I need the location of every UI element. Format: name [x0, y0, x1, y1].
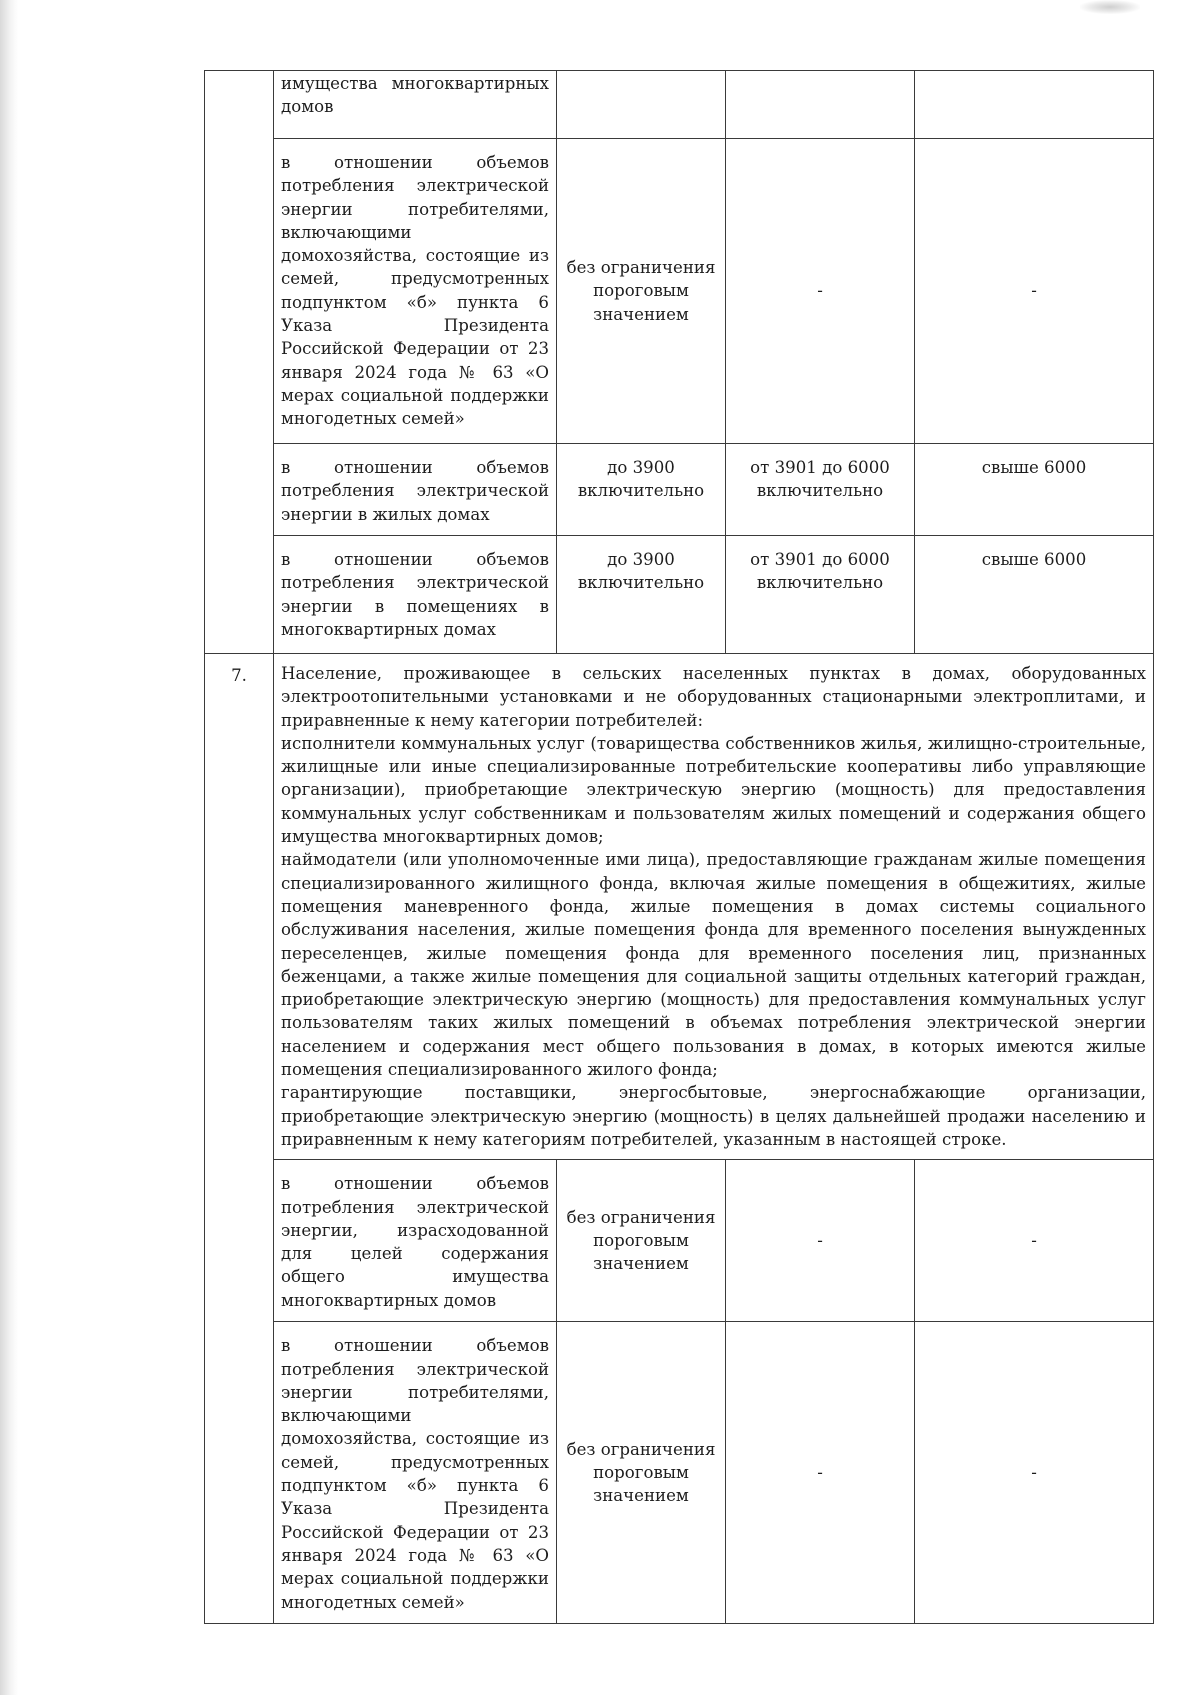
- value-cell-2: [726, 1160, 915, 1322]
- section-paragraph: гарантирующие поставщики, энергосбытовые, энергоснабжающие организации, приобретающие электрическую энергию (мощность) в целях дальнейшей продажи населению и приравненным к нему категориям потребителей, указанным в настоящей строке.: [281, 1083, 1146, 1149]
- value-cell-3: [915, 536, 1154, 654]
- scan-page-edge-shadow: [0, 0, 18, 1695]
- value-cell-3: [915, 71, 1154, 139]
- value-cell-2: [726, 1322, 915, 1624]
- table-row: [205, 71, 1154, 139]
- value-cell-3: [915, 1322, 1154, 1624]
- threshold-value: -: [817, 1463, 823, 1483]
- description-cell: [274, 1322, 557, 1624]
- table-row: [205, 444, 1154, 536]
- row-number: 7.: [231, 666, 247, 685]
- value-cell-2: [726, 71, 915, 139]
- row-number-cell: [205, 71, 274, 654]
- description-cell: [274, 139, 557, 444]
- value-cell-1: [557, 1322, 726, 1624]
- scan-corner-mark: [1080, 0, 1140, 14]
- description-cell: [274, 536, 557, 654]
- row-description: в отношении объемов потребления электрической энергии, израсходованной для целей содержания общего имущества многоквартирных домов: [281, 1174, 549, 1310]
- threshold-value: -: [817, 281, 823, 301]
- value-cell-3: [915, 444, 1154, 536]
- value-cell-1: [557, 444, 726, 536]
- value-cell-1: [557, 536, 726, 654]
- row-description: в отношении объемов потребления электрической энергии в помещениях в многоквартирных домах: [281, 550, 549, 639]
- threshold-value: до 3900 включительно: [577, 458, 705, 501]
- row-description: в отношении объемов потребления электрической энергии потребителями, включающими домохозяйства, состоящие из семей, предусмотренных подпунктом «б» пункта 6 Указа Президента Российской Федерации от 23 января 2024 года № 63 «О мерах социальной поддержки многодетных семей»: [281, 153, 549, 429]
- section-paragraph: исполнители коммунальных услуг (товарищества собственников жилья, жилищно-строительные, жилищные или иные специализированные потребительские кооперативы либо управляющие организации), приобретающие электрическую энергию (мощность) для предоставления коммунальных услуг собственникам и пользователям жилых помещений и содержания общего имущества многоквартирных домов;: [281, 733, 1146, 847]
- threshold-value: -: [1031, 1463, 1037, 1483]
- section-paragraph: наймодатели (или уполномоченные ими лица), предоставляющие гражданам жилые помещения специализированного жилищного фонда, включая жилые помещения в общежитиях, жилые помещения маневренного фонда, жилые помещения в домах системы социального обслуживания населения, жилые помещения фонда для временного поселения вынужденных переселенцев, жилые помещения фонда для временного поселения лиц, признанных беженцами, а также жилые помещения для социальной защиты отдельных категорий граждан, приобретающие электрическую энергию (мощность) для предоставления коммунальных услуг пользователям таких жилых помещений в объемах потребления электрической энергии населением и содержания мест общего пользования в домах, в которых имеются жилые помещения специализированного жилого фонда;: [281, 850, 1146, 1080]
- threshold-value: -: [1031, 1231, 1037, 1251]
- threshold-value: от 3901 до 6000 включительно: [750, 458, 890, 501]
- value-cell-1: [557, 71, 726, 139]
- threshold-value: свыше 6000: [981, 550, 1087, 569]
- threshold-value: -: [1031, 281, 1037, 301]
- threshold-value: без ограничения пороговым значением: [566, 1207, 716, 1274]
- section-7-description: [274, 654, 1153, 1159]
- threshold-value: до 3900 включительно: [577, 550, 705, 593]
- threshold-value: -: [817, 1231, 823, 1251]
- row-description: в отношении объемов потребления электрической энергии в жилых домах: [281, 458, 549, 524]
- threshold-value: без ограничения пороговым значением: [566, 258, 716, 324]
- value-cell-2: [726, 536, 915, 654]
- value-cell-3: [915, 1160, 1154, 1322]
- threshold-value: свыше 6000: [981, 458, 1087, 477]
- table-row: [205, 139, 1154, 444]
- table-row: [205, 1322, 1154, 1624]
- value-cell-2: [726, 139, 915, 444]
- value-cell-3: [915, 139, 1154, 444]
- section-row-7: [205, 654, 1154, 1160]
- value-cell-1: [557, 1160, 726, 1322]
- table-row: [205, 536, 1154, 654]
- value-cell-2: [726, 444, 915, 536]
- threshold-value: от 3901 до 6000 включительно: [750, 550, 890, 593]
- description-cell: [274, 444, 557, 536]
- row-number-cell: [205, 654, 274, 1624]
- description-cell: [274, 71, 557, 139]
- row-description: в отношении объемов потребления электрической энергии потребителями, включающими домохозяйства, состоящие из семей, предусмотренных подпунктом «б» пункта 6 Указа Президента Российской Федерации от 23 января 2024 года № 63 «О мерах социальной поддержки многодетных семей»: [281, 1336, 549, 1612]
- threshold-value: без ограничения пороговым значением: [566, 1439, 716, 1506]
- section-paragraph: Население, проживающее в сельских населенных пунктах в домах, оборудованных электроотопительными установками и не оборудованных стационарными электроплитами, и приравненные к нему категории потребителей:: [281, 664, 1146, 730]
- table-row: [205, 1160, 1154, 1322]
- row-description: имущества многоквартирных домов: [281, 74, 549, 117]
- section-description-cell: [274, 654, 1154, 1160]
- tariff-table: [204, 70, 1154, 1624]
- value-cell-1: [557, 139, 726, 444]
- description-cell: [274, 1160, 557, 1322]
